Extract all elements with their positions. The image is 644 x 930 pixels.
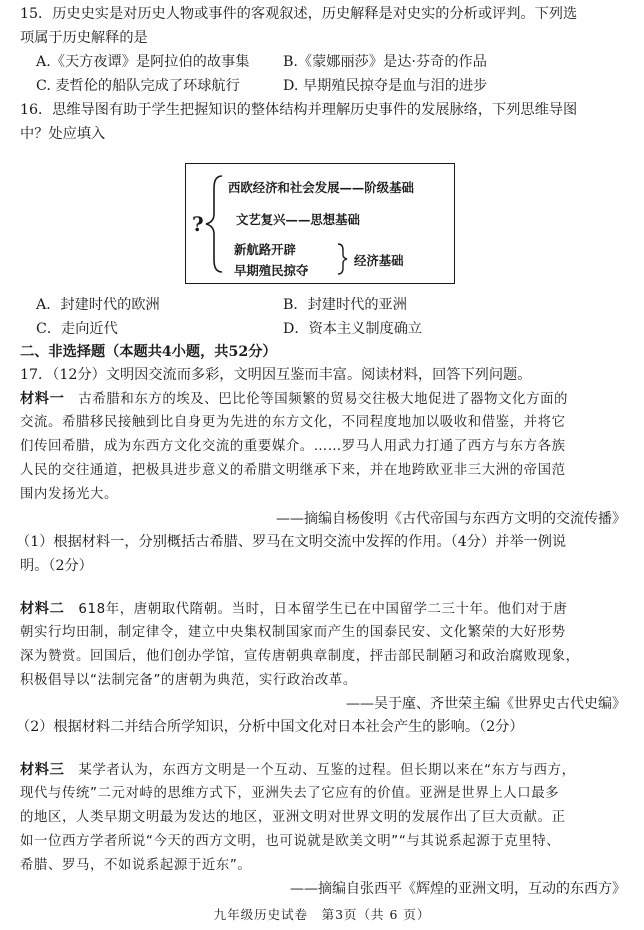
material-2-line4: 积极倡导以“法制完备”的唐朝为典范，实行政治改革。 [20,673,357,688]
material-1-line2: 交流。希腊移民接触到比自身更为先进的东方文化，不同程度地加以吸收和借鉴，并将它 [20,415,566,430]
material-2-label: 材料二 [20,601,65,617]
q17-intro: 17．（12分）文明因交流而多彩，文明因互鉴而丰富。阅读材料，回答下列问题。 [20,367,532,383]
material-3-line3: 的地区，人类早期文明最为发达的地区，亚洲文明对世界文明的发展作出了巨大贡献。正 [20,810,566,825]
material-3-line5: 希腊、罗马，不如说系起源于近东”。 [20,858,252,873]
q16-stem-line1: 16．思维导图有助于学生把握知识的整体结构并理解历史事件的发展脉络，下列思维导图 [20,102,578,118]
q16-option-d: D．资本主义制度确立 [283,321,423,337]
q15-option-c: C. 麦哲伦的船队完成了环球航行 [36,78,240,94]
sub-brace-shape [338,244,347,274]
material-1-source: ——摘编自杨俊明《古代帝国与东西方文明的交流传播》 [276,511,626,527]
material-1-line3: 们传回希腊，成为东西方文化交流的重要媒介。……罗马人用武力打通了西方与东方各族 [20,439,566,454]
mind-map-item-3b: 早期殖民掠夺 [234,263,309,278]
q17-sub2: （2）根据材料二并结合所学知识，分析中国文化对日本社会产生的影响。（2分） [16,719,524,735]
q15-option-b: B.《蒙娜丽莎》是达·芬奇的作品 [283,54,487,70]
q16-option-b: B．封建时代的亚洲 [283,297,407,313]
material-1-line5: 围内发扬光大。 [20,487,118,502]
material-3-line2: 现代与传统”二元对峙的思维方式下，亚洲失去了它应有的价值。亚洲是世界上人口最多 [20,786,560,801]
q15-option-d: D. 早期殖民掠夺是血与泪的进步 [283,78,488,94]
material-1-line1 [20,389,630,410]
material-3-text-1: 某学者认为，东西方文明是一个互动、互鉴的过程。但长期以来在“东方与西方， [78,763,576,778]
material-3-line4: 如一位西方学者所说“今天的西方文明，也可说就是欧美文明”“与其说系起源于克里特、 [20,834,561,849]
q17-sub1-line1: （1）根据材料一，分别概括古希腊、罗马在文明交流中发挥的作用。（4分）并举一例说 [16,534,567,550]
material-2-line3: 深为赞赏。回国后，他们创办学馆，宣传唐朝典章制度，抨击部民制陋习和政治腐败现象， [20,649,580,664]
material-1-line4: 人民的交往通道，把极具进步意义的希腊文明继承下来，并在地跨欧亚非三大洲的帝国范 [20,463,566,478]
mind-map-item-1: 西欧经济和社会发展——阶级基础 [228,180,414,195]
mind-map-item-2: 文艺复兴——思想基础 [236,212,360,227]
material-2-line1 [20,599,630,620]
mind-map [185,163,455,284]
q15-stem-line1: 15．历史史实是对历史人物或事件的客观叙述，历史解释是对史实的分析或评判。下列选 [20,6,578,22]
mind-map-item-3-label: 经济基础 [354,253,404,268]
material-2-text-1: 618年，唐朝取代隋朝。当时，日本留学生已在中国留学二三十年。他们对于唐 [78,602,568,617]
mind-map-question-mark: ? [192,212,204,236]
q16-option-a: A．封建时代的欧洲 [36,297,160,313]
material-3-label: 材料三 [20,762,65,778]
q15-stem-line2: 项属于历史解释的是 [20,30,148,46]
mind-map-item-3a: 新航路开辟 [234,242,296,257]
material-2-source: ——吴于廑、齐世荣主编《世界史古代史编》 [346,696,626,712]
material-3-source: ——摘编自张西平《辉煌的亚洲文明，互动的东西方》 [290,881,626,897]
page-footer: 九年级历史试卷 第3页（共 6 页） [213,907,431,922]
q17-sub1-line2: 明。（2分） [20,558,93,574]
material-2-line2: 朝实行均田制，制定律令，建立中央集权制国家而产生的国泰民安、文化繁荣的大好形势 [20,625,566,640]
material-1-label: 材料一 [20,391,65,407]
material-1-text-1: 古希腊和东方的埃及、巴比伦等国频繁的贸易交往极大地促进了器物文化方面的 [78,392,569,407]
q16-option-c: C．走向近代 [36,321,118,337]
q16-stem-line2: 中？处应填入 [20,126,106,142]
q15-option-a: A.《天方夜谭》是阿拉伯的故事集 [36,54,250,70]
section-2-heading: 二、非选择题（本题共4小题，共52分） [20,344,277,360]
main-brace-shape [206,176,222,272]
material-3-line1 [20,760,630,781]
